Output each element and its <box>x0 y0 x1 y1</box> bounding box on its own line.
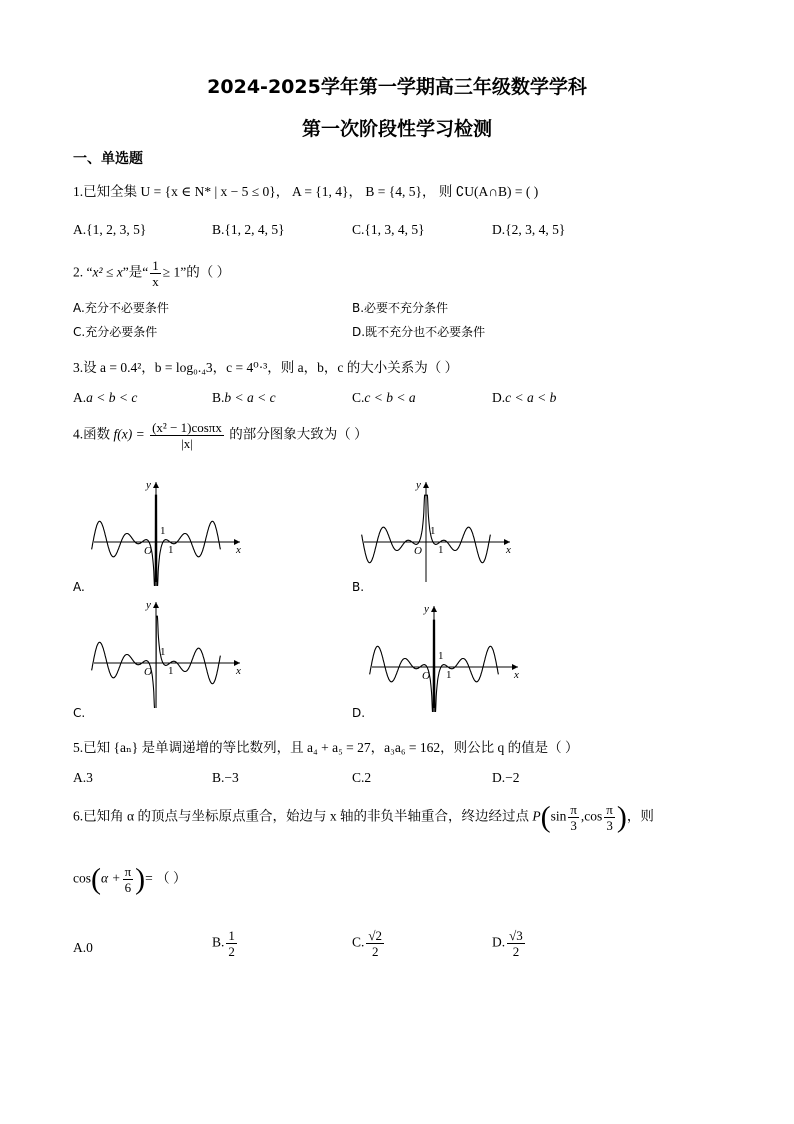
q2-condition-2-rest: ≥ 1 <box>162 264 181 280</box>
fraction-numerator: 1 <box>152 258 159 273</box>
q1-prefix: 1.已知全集 <box>73 184 138 199</box>
option-text: −3 <box>224 770 239 785</box>
option-label: A. <box>73 390 87 405</box>
option-label: A. <box>73 301 85 315</box>
y-axis-arrow <box>153 482 159 488</box>
q1-ask: 则 ∁U(A∩B) = ( ) <box>438 184 539 199</box>
fraction-denominator: 2 <box>228 944 235 959</box>
option-label: C. <box>352 222 365 237</box>
q2-option-a[interactable] <box>73 299 169 316</box>
page-title: 2024-2025学年第一学期高三年级数学学科 <box>207 76 587 98</box>
y-axis-label: y <box>416 479 421 491</box>
option-label: B. <box>212 390 225 405</box>
q1-option-a[interactable] <box>73 222 146 238</box>
q4-suffix: 的部分图象大致为（ ） <box>229 426 368 442</box>
y-axis-label: y <box>424 603 429 615</box>
q2-text-a: 2. “ <box>73 264 93 280</box>
q1-option-b[interactable] <box>212 222 285 238</box>
option-text: b < a < c <box>224 390 276 405</box>
option-label: A. <box>73 940 87 955</box>
fraction-numerator: √3 <box>509 928 523 943</box>
q4-graph-d[interactable] <box>366 600 526 712</box>
q6-stem-end: ，则 <box>626 808 654 824</box>
q6-point-name: P <box>532 808 541 824</box>
x-axis-label: x <box>236 544 241 556</box>
section-heading: 一、单选题 <box>73 151 143 167</box>
option-text: c < b < a <box>364 390 416 405</box>
option-text: {1, 3, 4, 5} <box>364 222 425 237</box>
q3-option-c[interactable] <box>352 390 416 406</box>
q2-fraction <box>150 258 161 289</box>
x-tick-label: 1 <box>168 665 174 677</box>
fraction-denominator: x <box>152 274 159 289</box>
fraction-denominator: 2 <box>371 944 379 959</box>
option-text: 既不充分也不必要条件 <box>365 325 486 339</box>
fraction-denominator: 3 <box>606 818 613 833</box>
q6-alpha-plus: α + <box>101 870 121 886</box>
y-tick-label: 1 <box>160 525 166 537</box>
q1-option-c[interactable] <box>352 222 425 238</box>
y-axis-label: y <box>146 599 151 611</box>
q4-graph-a-label: A. <box>73 580 85 594</box>
option-label: B. <box>212 770 225 785</box>
fraction-denominator: 3 <box>570 818 577 833</box>
q6-cos-prefix: cos <box>73 870 91 886</box>
q2-option-b[interactable] <box>352 299 448 316</box>
y-tick-label: 1 <box>438 650 444 662</box>
y-tick-label: 1 <box>160 646 166 658</box>
q6-sin: sin <box>550 808 567 824</box>
q2-option-d[interactable] <box>352 323 485 340</box>
option-label: D. <box>492 390 506 405</box>
q4-graph-c-label: C. <box>73 706 86 720</box>
q2-text-b: ”是“ <box>122 264 149 280</box>
fraction-numerator: π <box>570 802 577 817</box>
y-axis-label: y <box>146 479 151 491</box>
option-text: 0 <box>86 940 93 955</box>
question-2 <box>73 258 230 289</box>
q6-option-d[interactable] <box>492 928 527 959</box>
question-4 <box>73 420 368 451</box>
q1-set-a: A = {1, 4} <box>291 184 349 199</box>
fraction-denominator: 6 <box>124 880 132 895</box>
fraction-numerator: π <box>606 802 613 817</box>
origin-label: O <box>414 545 422 557</box>
question-3: 3.设 a = 0.4²，b = log₀.₄3，c = 4⁰·³，则 a，b，c 的大小关系为（ ） <box>73 360 459 375</box>
option-text: 3 <box>86 770 93 785</box>
option-text: a < b < c <box>86 390 138 405</box>
y-axis-arrow <box>153 602 159 608</box>
q4-function-lhs: f(x) = <box>113 426 145 442</box>
x-tick-label: 1 <box>446 669 452 681</box>
q4-graph-b[interactable] <box>358 476 518 586</box>
q2-text-c: ”的（ ） <box>180 264 231 280</box>
q1-set-b: B = {4, 5} <box>365 184 422 199</box>
fraction-numerator: π <box>124 864 132 879</box>
option-label: D. <box>492 770 506 785</box>
option-label: A. <box>73 222 87 237</box>
origin-label: O <box>422 670 430 682</box>
option-label: B. <box>352 301 365 315</box>
option-text: 充分必要条件 <box>85 325 158 339</box>
q3-option-a[interactable] <box>73 390 137 406</box>
q3-option-d[interactable] <box>492 390 556 406</box>
q6-option-c[interactable] <box>352 928 386 959</box>
function-curve <box>92 616 221 708</box>
q6-option-b[interactable] <box>212 928 239 959</box>
q4-graph-d-label: D. <box>352 706 366 720</box>
option-text: {1, 2, 3, 5} <box>86 222 147 237</box>
option-label: D. <box>492 934 506 950</box>
q6-cos: cos <box>584 808 603 824</box>
y-axis-arrow <box>431 606 437 612</box>
q2-condition-1: x² ≤ x <box>92 264 123 280</box>
x-tick-label: 1 <box>438 544 444 556</box>
option-text: {2, 3, 4, 5} <box>505 222 566 237</box>
fraction-denominator: 2 <box>512 944 520 959</box>
option-text: −2 <box>505 770 520 785</box>
q4-function-fraction <box>150 420 224 451</box>
question-6: 6.已知角 α 的顶点与坐标原点重合，始边与 x 轴的非负半轴重合，终边经过点 P(sin $\frac{\pi}{3}$ ,cos $\frac{\pi}{3}$ )，则 <box>73 800 654 834</box>
fraction-numerator: 1 <box>228 928 235 943</box>
option-label: D. <box>492 222 506 237</box>
option-text: {1, 2, 4, 5} <box>224 222 285 237</box>
question-1: 1.已知全集 U = {x ∈ N* | x − 5 ≤ 0}， A = {1, 4}， B = {4, 5}， 则 ∁U(A∩B) = ( ) <box>73 184 539 199</box>
q6-equals: = （ ） <box>145 870 187 886</box>
option-text: 2 <box>364 770 372 785</box>
q5-option-a[interactable] <box>73 770 93 786</box>
option-label: D. <box>352 325 366 339</box>
fraction-numerator: √2 <box>368 928 383 943</box>
x-axis-label: x <box>236 665 241 677</box>
option-label: B. <box>212 934 225 950</box>
x-axis-label: x <box>514 669 519 681</box>
page-subtitle: 第一次阶段性学习检测 <box>301 118 492 140</box>
x-tick-label: 1 <box>168 544 174 556</box>
q4-graph-b-label: B. <box>352 580 365 594</box>
option-label: C. <box>352 770 365 785</box>
option-label: C. <box>352 390 365 405</box>
option-text: 充分不必要条件 <box>84 301 169 315</box>
option-label: B. <box>212 222 225 237</box>
q6-expression: cos(α + $\frac{\pi}{6}$ )= （ ） <box>73 862 187 896</box>
x-axis-label: x <box>506 544 511 556</box>
option-label: C. <box>352 934 365 950</box>
fraction-denominator: |x| <box>181 436 193 451</box>
q4-graph-c[interactable] <box>88 596 248 708</box>
origin-label: O <box>144 545 152 557</box>
q1-option-d[interactable] <box>492 222 565 238</box>
q5-option-b[interactable] <box>212 770 239 786</box>
q1-set-u: U = {x ∈ N* | x − 5 ≤ 0} <box>140 184 276 199</box>
q2-option-c[interactable] <box>73 323 157 340</box>
q5-option-d[interactable] <box>492 770 520 786</box>
q3-option-b[interactable] <box>212 390 276 406</box>
option-label: C. <box>73 325 86 339</box>
origin-label: O <box>144 666 152 678</box>
q6-stem: 6.已知角 α 的顶点与坐标原点重合，始边与 x 轴的非负半轴重合，终边经过点 <box>73 808 529 824</box>
option-label: A. <box>73 770 87 785</box>
option-text: 必要不充分条件 <box>364 301 449 315</box>
question-5: 5.已知 {aₙ} 是单调递增的等比数列，且 a₄ + a₅ = 27，a₃a₆ = 162，则公比 q 的值是（ ） <box>73 740 579 755</box>
y-tick-label: 1 <box>430 525 436 537</box>
q4-graph-a[interactable] <box>88 476 248 586</box>
y-axis-arrow <box>423 482 429 488</box>
q5-option-c[interactable] <box>352 770 371 786</box>
fraction-numerator: (x² − 1)cosπx <box>152 420 222 435</box>
option-text: c < a < b <box>505 390 557 405</box>
q6-option-a[interactable] <box>73 940 93 956</box>
q4-prefix: 4.函数 <box>73 426 111 442</box>
